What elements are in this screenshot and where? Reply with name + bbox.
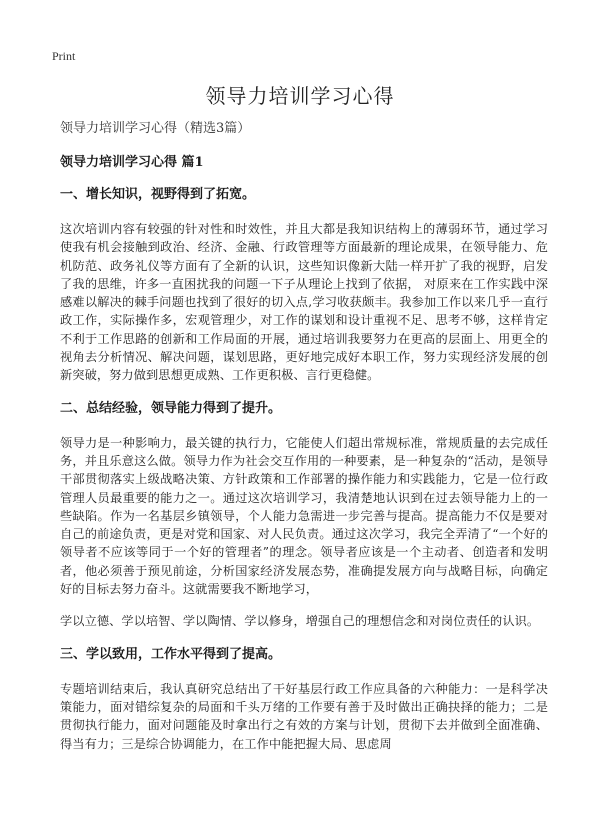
print-link[interactable]: Print <box>52 49 76 63</box>
section-3-paragraph: 专题培训结束后，我认真研究总结出了干好基层行政工作应具备的六种能力：一是科学决策能力，面对错综复杂的局面和千头万绪的工作要有善于及时做出正确抉择的能力；二是贯彻执行能力，面对问题能及时拿出行之有效的方案与计划，贯彻下去并做到全面准确、得当有力；三是综合协调能力，在工作中能把握大局、思虑周 <box>60 681 548 751</box>
section-heading-1: 一、增长知识，视野得到了拓宽。 <box>60 187 256 202</box>
section-1-paragraph: 这次培训内容有较强的针对性和时效性，并且大都是我知识结构上的薄弱环节，通过学习使我有机会接触到政治、经济、金融、行政管理等方面最新的理论成果，在领导能力、危机防范、政务礼仪等方面有了全新的认识，这些知识像新大陆一样开扩了我的视野，启发了我的思维，许多一直困扰我的问题一下子从理论上找到了依据， 对原来在工作实践中深感难以解决的棘手问题也找到了很好的切入点,学习收获颇丰。我参加工作以来几乎一直行政工作，实际操作多，宏观管理少，对工作的谋划和设计重视不足、思考不够，这样肯定不利于工作思路的创新和工作局面的开展，通过培训我要努力在更高的层面上、用更全的视角去分析情况、解决问题，谋划思路，更好地完成好本职工作，努力实现经济发展的创新突破，努力做到思想更成熟、工作更积极、言行更稳健。 <box>60 222 548 383</box>
article-heading: 领导力培训学习心得 篇1 <box>60 155 204 170</box>
section-heading-2: 二、总结经验，领导能力得到了提升。 <box>60 400 282 416</box>
document-body <box>60 120 548 767</box>
section-2-paragraph-2: 学以立德、学以培智、学以陶情、学以修身，增强自己的理想信念和对岗位责任的认识。 <box>60 614 540 629</box>
document-subtitle: 领导力培训学习心得（精选3篇） <box>60 121 251 136</box>
section-2-paragraph-1: 领导力是一种影响力，最关键的执行力，它能使人们超出常规标准，常规质量的去完成任务，并且乐意这么做。领导力作为社会交互作用的一种要素，是一种复杂的“活动，是领导干部贯彻落实上级战略决策、方针政策和工作部署的操作能力和实践能力，它是一位行政管理人员最重要的能力之一。通过这次培训学习，我清楚地认识到在过去领导能力上的一些缺陷。作为一名基层乡镇领导，个人能力急需进一步完善与提高。提高能力不仅是要对自己的前途负责，更是对党和国家、对人民负责。通过这次学习，我完全弄清了“一个好的领导者不应该等同于一个好的管理者”的理念。领导者应该是一个主动者、创造者和发明者，他必须善于预见前途，分析国家经济发展态势，准确提发展方向与战略目标，向确定好的目标去努力奋斗。这就需要我不断地学习， <box>60 435 548 597</box>
page-title: 领导力培训学习心得 <box>205 84 395 108</box>
section-heading-3: 三、学以致用，工作水平得到了提高。 <box>60 646 282 662</box>
